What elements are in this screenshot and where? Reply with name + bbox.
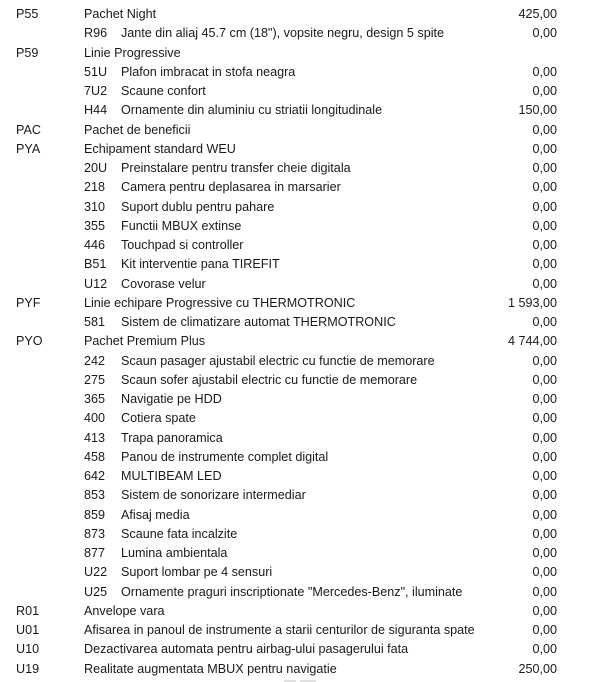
option-row bbox=[0, 352, 600, 371]
option-code: H44 bbox=[84, 103, 108, 118]
option-description: Suport dublu pentru pahare bbox=[121, 199, 275, 214]
option-price: 0,00 bbox=[532, 507, 557, 522]
option-row bbox=[0, 525, 600, 544]
option-description: Realitate augmentata MBUX pentru navigatie bbox=[84, 661, 337, 676]
option-price: 0,00 bbox=[532, 603, 557, 618]
option-code: 275 bbox=[84, 372, 106, 387]
cropped-previous-row bbox=[0, 0, 600, 2]
option-price: 0,00 bbox=[532, 315, 557, 329]
option-row bbox=[0, 313, 600, 332]
option-row bbox=[0, 486, 600, 505]
option-row bbox=[0, 275, 600, 294]
option-row bbox=[0, 429, 600, 448]
option-description: Cotiera spate bbox=[121, 411, 196, 426]
option-description: Sistem de sonorizare intermediar bbox=[121, 488, 306, 503]
option-price: 0,00 bbox=[532, 392, 557, 406]
option-code: 581 bbox=[84, 315, 106, 329]
option-description: Scaun sofer ajustabil electric cu functie de memorare bbox=[121, 372, 418, 387]
option-price: 0,00 bbox=[532, 199, 557, 214]
option-row bbox=[0, 24, 600, 43]
option-code: 218 bbox=[84, 180, 106, 195]
option-code: U10 bbox=[16, 642, 40, 657]
option-code: PYA bbox=[16, 141, 41, 156]
option-code: 400 bbox=[84, 411, 106, 426]
option-price: 150,00 bbox=[518, 103, 557, 118]
option-price: 0,00 bbox=[532, 449, 557, 464]
option-description: Panou de instrumente complet digital bbox=[121, 449, 329, 464]
option-row bbox=[0, 217, 600, 236]
option-description: MULTIBEAM LED bbox=[121, 469, 222, 483]
option-description: Pachet Night bbox=[84, 7, 157, 21]
option-code: U22 bbox=[84, 565, 108, 580]
option-price: 425,00 bbox=[518, 7, 557, 21]
option-description: Kit interventie pana TIREFIT bbox=[121, 257, 280, 272]
option-code: 873 bbox=[84, 526, 106, 541]
option-row bbox=[0, 409, 600, 428]
option-code: 365 bbox=[84, 392, 106, 406]
package-row bbox=[0, 294, 600, 313]
package-row bbox=[0, 140, 600, 159]
option-code: R96 bbox=[84, 26, 108, 41]
option-price: 0,00 bbox=[532, 546, 557, 560]
option-description: Pachet de beneficii bbox=[84, 122, 191, 137]
option-price: 0,00 bbox=[532, 64, 557, 79]
option-code: R01 bbox=[16, 603, 40, 618]
option-description: Covorase velur bbox=[121, 276, 206, 291]
option-row bbox=[0, 198, 600, 217]
option-code: PYF bbox=[16, 295, 41, 310]
option-row bbox=[0, 178, 600, 197]
option-price: 0,00 bbox=[532, 26, 557, 41]
option-price: 0,00 bbox=[532, 122, 557, 137]
option-code: 642 bbox=[84, 469, 106, 483]
option-description: Afisarea in panoul de instrumente a starii centurilor de siguranta spate bbox=[84, 623, 475, 637]
option-description: Dezactivarea automata pentru airbag-ului pasagerului fata bbox=[84, 642, 409, 657]
option-price: 0,00 bbox=[532, 642, 557, 657]
option-code: U01 bbox=[16, 623, 40, 637]
option-price: 0,00 bbox=[532, 257, 557, 272]
option-code: 458 bbox=[84, 449, 106, 464]
option-row bbox=[0, 236, 600, 255]
option-row bbox=[0, 82, 600, 101]
option-description: Jante din aliaj 45.7 cm (18"), vopsite negru, design 5 spite bbox=[121, 26, 444, 41]
option-code: U19 bbox=[16, 661, 40, 676]
option-price: 4 744,00 bbox=[507, 334, 557, 349]
option-description: Camera pentru deplasarea in marsarier bbox=[121, 180, 341, 195]
package-row bbox=[0, 121, 600, 140]
package-row bbox=[0, 44, 600, 63]
package-row bbox=[0, 332, 600, 351]
option-row bbox=[0, 448, 600, 467]
option-price: 0,00 bbox=[532, 276, 557, 291]
option-description: Touchpad si controller bbox=[121, 238, 244, 252]
option-description: Linie Progressive bbox=[84, 45, 181, 60]
page-footer-mark bbox=[280, 676, 320, 682]
option-code: PAC bbox=[16, 122, 41, 137]
option-price: 1 593,00 bbox=[507, 295, 557, 310]
option-price: 0,00 bbox=[532, 488, 557, 503]
option-row bbox=[0, 467, 600, 486]
option-price: 0,00 bbox=[532, 584, 557, 599]
option-description: Lumina ambientala bbox=[121, 546, 228, 560]
option-description: Navigatie pe HDD bbox=[121, 392, 222, 406]
package-row bbox=[0, 640, 600, 659]
option-code: 413 bbox=[84, 430, 106, 445]
option-description: Sistem de climatizare automat THERMOTRONIC bbox=[121, 315, 396, 329]
option-code: 877 bbox=[84, 546, 106, 560]
option-code: 310 bbox=[84, 199, 106, 214]
option-row bbox=[0, 390, 600, 409]
option-row bbox=[0, 544, 600, 563]
option-price: 0,00 bbox=[532, 565, 557, 580]
option-description: Preinstalare pentru transfer cheie digitala bbox=[121, 161, 351, 175]
option-code: PYO bbox=[16, 334, 43, 349]
option-description: Anvelope vara bbox=[84, 603, 165, 618]
option-price: 0,00 bbox=[532, 353, 557, 368]
option-price: 0,00 bbox=[532, 218, 557, 233]
option-price: 0,00 bbox=[532, 372, 557, 387]
option-code: 355 bbox=[84, 218, 106, 233]
option-price: 250,00 bbox=[518, 661, 557, 676]
option-row bbox=[0, 583, 600, 602]
option-price: 0,00 bbox=[532, 180, 557, 195]
option-description: Pachet Premium Plus bbox=[84, 334, 206, 349]
option-row bbox=[0, 506, 600, 525]
option-code: P59 bbox=[16, 45, 39, 60]
option-code: 51U bbox=[84, 64, 108, 79]
option-price: 0,00 bbox=[532, 526, 557, 541]
option-row bbox=[0, 371, 600, 390]
option-row bbox=[0, 63, 600, 82]
option-description: Scaune confort bbox=[121, 84, 206, 98]
option-price: 0,00 bbox=[532, 141, 557, 156]
option-price: 0,00 bbox=[532, 411, 557, 426]
option-row bbox=[0, 255, 600, 274]
option-code: U25 bbox=[84, 584, 108, 599]
package-row bbox=[0, 5, 600, 24]
option-code: 853 bbox=[84, 488, 106, 503]
option-description: Functii MBUX extinse bbox=[121, 218, 242, 233]
package-row bbox=[0, 602, 600, 621]
option-description: Ornamente praguri inscriptionate "Mercedes-Benz", iluminate bbox=[121, 584, 463, 599]
option-code: U12 bbox=[84, 276, 108, 291]
option-description: Suport lombar pe 4 sensuri bbox=[121, 565, 273, 580]
option-code: 859 bbox=[84, 507, 106, 522]
option-description: Scaun pasager ajustabil electric cu functie de memorare bbox=[121, 353, 435, 368]
option-description: Scaune fata incalzite bbox=[121, 526, 238, 541]
option-row bbox=[0, 563, 600, 582]
option-code: 446 bbox=[84, 238, 106, 252]
option-price: 0,00 bbox=[532, 238, 557, 252]
option-price: 0,00 bbox=[532, 469, 557, 483]
package-row bbox=[0, 621, 600, 640]
option-code: P55 bbox=[16, 7, 39, 21]
option-code: 7U2 bbox=[84, 84, 108, 98]
option-code: 20U bbox=[84, 161, 108, 175]
option-price: 0,00 bbox=[532, 161, 557, 175]
option-description: Linie echipare Progressive cu THERMOTRONIC bbox=[84, 295, 356, 310]
option-row bbox=[0, 101, 600, 120]
option-description: Ornamente din aluminiu cu striatii longitudinale bbox=[121, 103, 383, 118]
option-code: 242 bbox=[84, 353, 106, 368]
option-price: 0,00 bbox=[532, 84, 557, 98]
option-description: Afisaj media bbox=[121, 507, 190, 522]
option-description: Echipament standard WEU bbox=[84, 141, 236, 156]
option-row bbox=[0, 159, 600, 178]
option-description: Plafon imbracat in stofa neagra bbox=[121, 64, 296, 79]
option-price: 0,00 bbox=[532, 430, 557, 445]
option-description: Trapa panoramica bbox=[121, 430, 223, 445]
option-price: 0,00 bbox=[532, 623, 557, 637]
option-code: B51 bbox=[84, 257, 107, 272]
